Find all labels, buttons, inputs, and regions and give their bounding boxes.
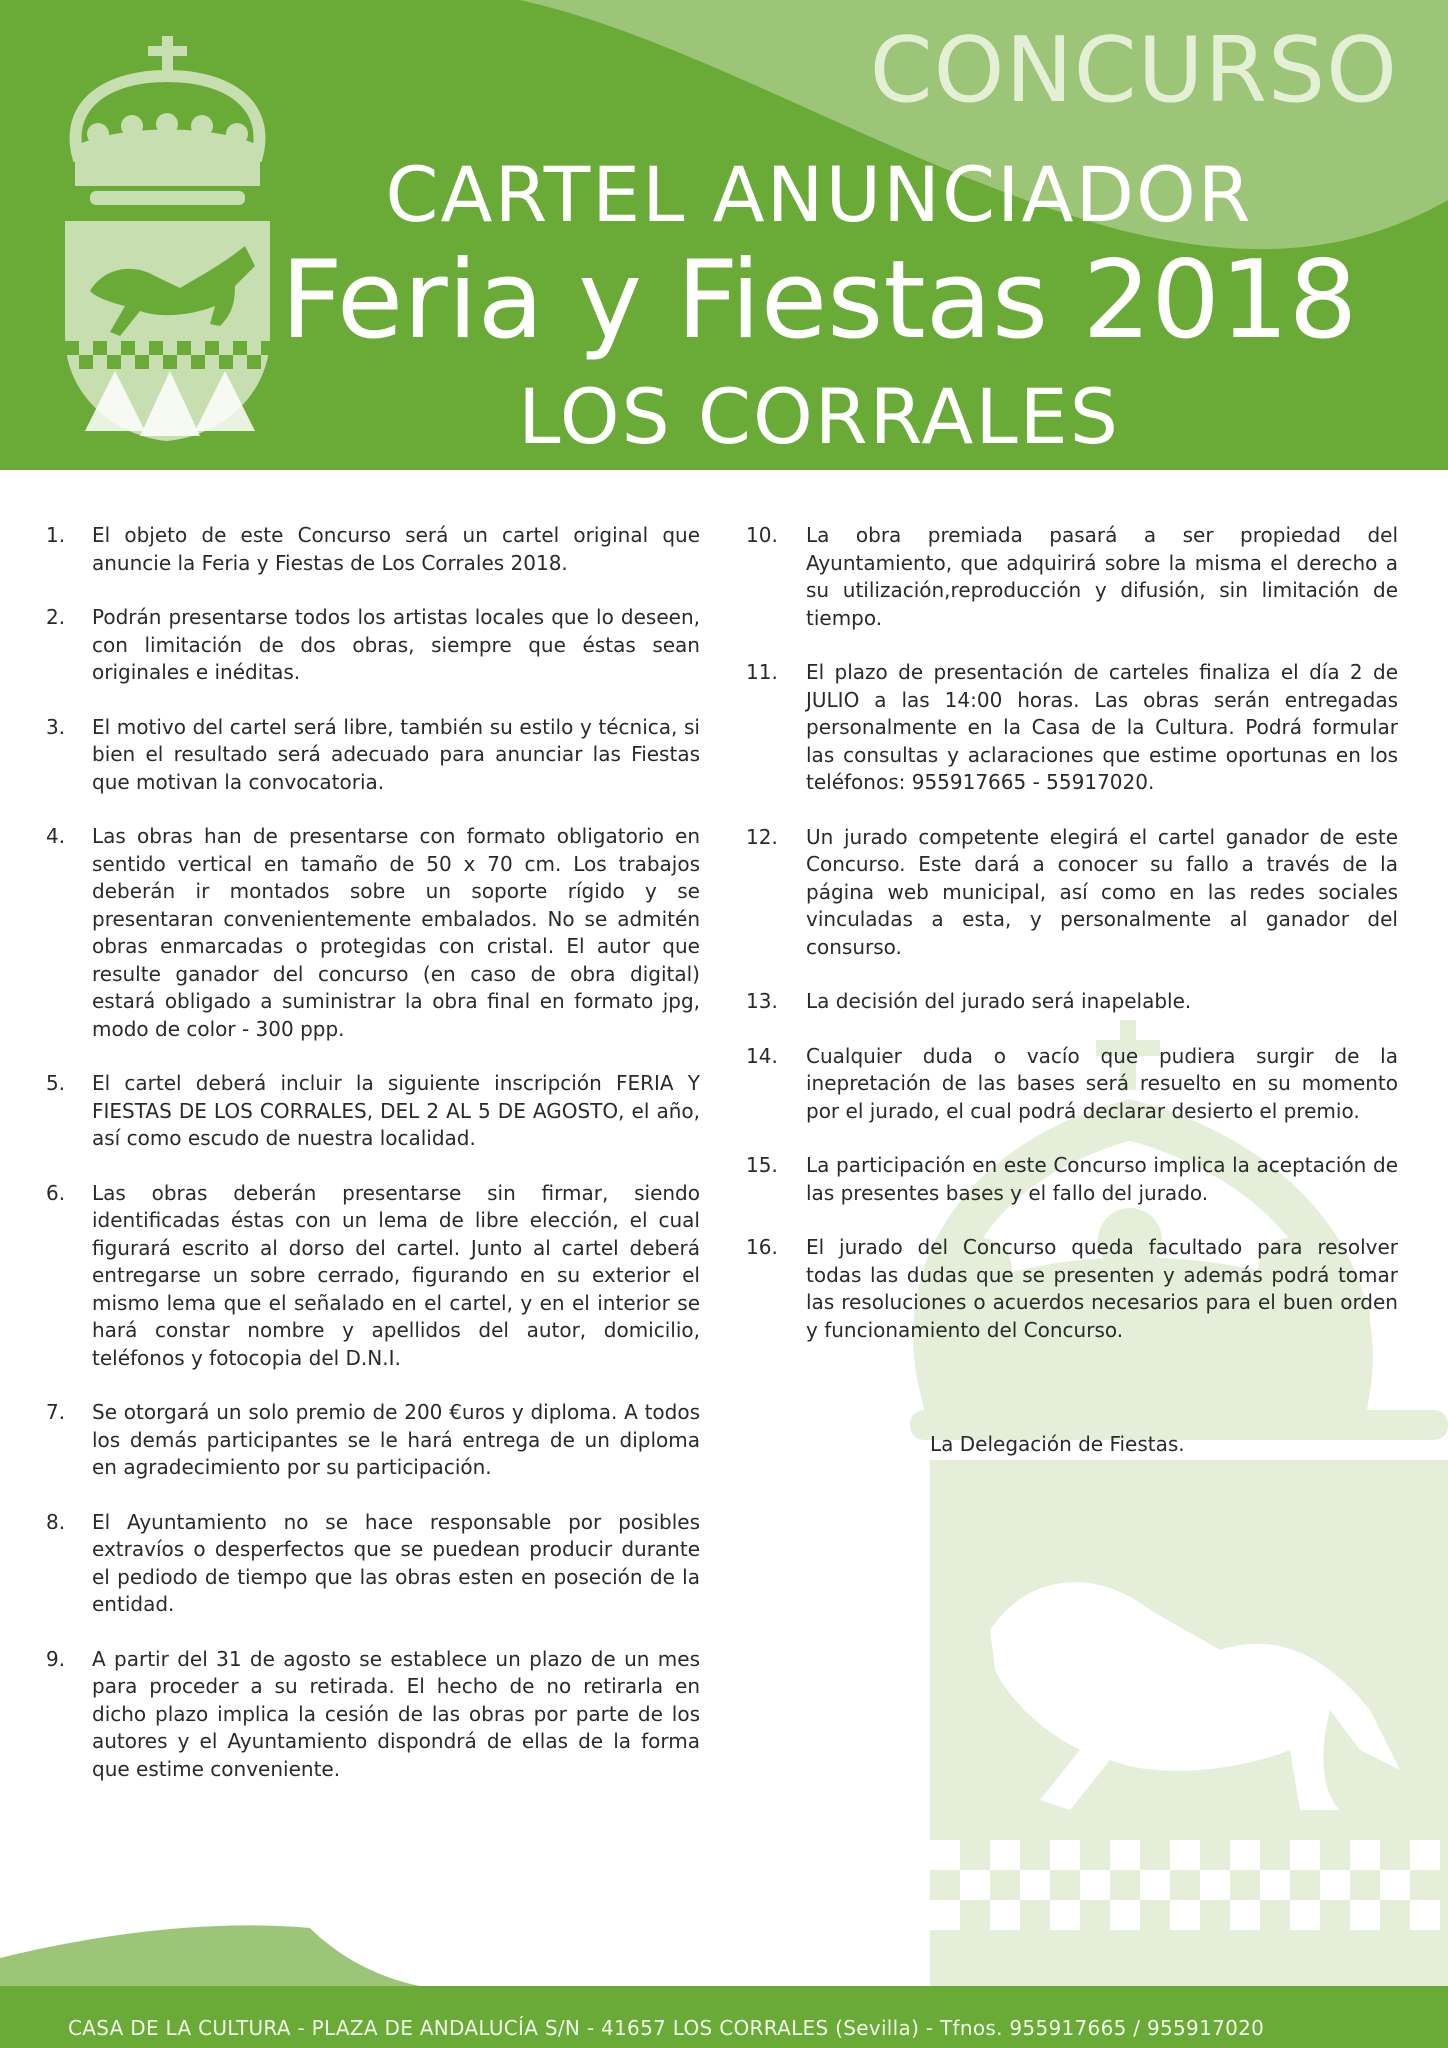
- rule-text: La obra premiada pasará a ser propiedad del Ayuntamiento, que adquirirá sobre la misma el derecho a su utilización,reproducción y difusión, sin limitación de tiempo.: [806, 523, 1398, 630]
- rule-text: El objeto de este Concurso será un cartel original que anuncie la Feria y Fiestas de Los Corrales 2018.: [92, 523, 700, 575]
- rules-column-left: [46, 522, 700, 1810]
- rule-text: A partir del 31 de agosto se establece un plazo de un mes para proceder a su retirada. El hecho de no retirarla en dicho plazo implica la cesión de las obras por parte de los autores y el Ayuntamiento dispondrá de ellas de la forma que estime conveniente.: [92, 1646, 700, 1781]
- rule-text: El motivo del cartel será libre, también su estilo y técnica, si bien el resultado será adecuado para anunciar las Fiestas que motivan la convocatoria.: [92, 714, 700, 794]
- rules-column-right: [746, 522, 1398, 1371]
- footer-contact: CASA DE LA CULTURA - PLAZA DE ANDALUCÍA S/N - 41657 LOS CORRALES (Sevilla) - Tfnos. 955917665 / 955917020: [68, 2016, 1265, 2040]
- rule-item: [746, 988, 1398, 1016]
- rule-number: 9.: [46, 1646, 66, 1671]
- rule-number: 12.: [746, 824, 778, 849]
- rule-number: 10.: [746, 523, 778, 547]
- town-name: LOS CORRALES: [518, 372, 1120, 461]
- rule-number: 5.: [46, 1071, 66, 1095]
- rule-number: 11.: [746, 660, 778, 684]
- rule-item: [46, 1509, 700, 1619]
- rule-item: [46, 1070, 700, 1153]
- rule-item: [46, 823, 700, 1043]
- rule-text: El cartel deberá incluir la siguiente inscripción FERIA Y FIESTAS DE LOS CORRALES, DEL 2 AL 5 DE AGOSTO, el año, así como escudo de nuestra localidad.: [92, 1071, 700, 1150]
- rule-text: Las obras han de presentarse con formato obligatorio en sentido vertical en tamaño de 50 x 70 cm. Los trabajos deberán ir montados sobre un soporte rígido y se presentaran convenientemente embalados. No se admitén obras enmarcadas o protegidas con cristal. El autor que resulte ganador del concurso (en caso de obra digital) estará obligado a suministrar la obra final en formato jpg, modo de color - 300 ppp.: [92, 824, 700, 1041]
- rule-number: 4.: [46, 824, 66, 848]
- rule-number: 1.: [46, 523, 66, 547]
- rule-item: [746, 522, 1398, 632]
- rule-number: 8.: [46, 1509, 66, 1534]
- rule-number: 13.: [746, 989, 778, 1013]
- rule-item: [746, 1152, 1398, 1207]
- rule-item: [46, 1399, 700, 1482]
- rule-item: [746, 1234, 1398, 1344]
- rule-item: [46, 604, 700, 687]
- rule-text: Podrán presentarse todos los artistas locales que lo deseen, con limitación de dos obras, siempre que éstas sean originales e inéditas.: [92, 605, 700, 684]
- rule-number: 16.: [746, 1235, 778, 1259]
- rule-item: [746, 1043, 1398, 1126]
- rule-number: 15.: [746, 1153, 778, 1177]
- rule-item: [746, 824, 1398, 962]
- rule-item: [46, 1180, 700, 1373]
- rule-number: 6.: [46, 1180, 66, 1205]
- rule-text: Se otorgará un solo premio de 200 €uros y diploma. A todos los demás participantes se le hará entrega de un diploma en agradecimiento por su participación.: [92, 1400, 700, 1479]
- rule-number: 7.: [46, 1400, 66, 1424]
- header-banner: [0, 0, 1448, 470]
- rule-item: [46, 522, 700, 577]
- rule-text: La decisión del jurado será inapelable.: [806, 989, 1192, 1013]
- contest-label: CONCURSO: [869, 18, 1398, 123]
- rule-number: 14.: [746, 1043, 778, 1068]
- rule-text: Las obras deberán presentarse sin firmar, siendo identificadas éstas con un lema de libre elección, el cual figurará escrito al dorso del cartel. Junto al cartel deberá entregarse un sobre cerrado, figurando en su exterior el mismo lema que el señalado en el cartel, y en el interior se hará constar nombre y apellidos del autor, domicilio, teléfonos y fotocopia del D.N.I.: [92, 1180, 700, 1370]
- rule-text: El Ayuntamiento no se hace responsable por posibles extravíos o desperfectos que se puedean producir durante el pediodo de tiempo que las obras esten en poseción de la entidad.: [92, 1509, 700, 1616]
- signature: La Delegación de Fiestas.: [930, 1432, 1185, 1456]
- poster-subtitle: CARTEL ANUNCIADOR: [385, 150, 1253, 239]
- rule-text: Cualquier duda o vacío que pudiera surgir de la inepretación de las bases será resuelto en su momento por el jurado, el cual podrá declarar desierto el premio.: [806, 1043, 1398, 1123]
- rule-text: Un jurado competente elegirá el cartel ganador de este Concurso. Este dará a conocer su fallo a través de la página web municipal, así como en las redes sociales vinculadas a esta, y personalmente al ganador del consurso.: [806, 824, 1398, 959]
- rule-number: 3.: [46, 714, 66, 739]
- rule-item: [46, 1646, 700, 1784]
- rule-text: El plazo de presentación de carteles finaliza el día 2 de JULIO a las 14:00 horas. Las obras serán entregadas personalmente en la Casa de la Cultura. Podrá formular las consultas y aclaraciones que estime oportunas en los teléfonos: 955917665 - 55917020.: [806, 660, 1398, 794]
- rule-item: [746, 659, 1398, 797]
- page-title: Feria y Fiestas 2018: [280, 238, 1358, 363]
- rule-item: [46, 714, 700, 797]
- rule-number: 2.: [46, 605, 66, 629]
- rule-text: La participación en este Concurso implica la aceptación de las presentes bases y el fallo del jurado.: [806, 1153, 1398, 1205]
- rule-text: El jurado del Concurso queda facultado para resolver todas las dudas que se presenten y además podrá tomar las resoluciones o acuerdos necesarios para el buen orden y funcionamiento del Concurso.: [806, 1235, 1398, 1342]
